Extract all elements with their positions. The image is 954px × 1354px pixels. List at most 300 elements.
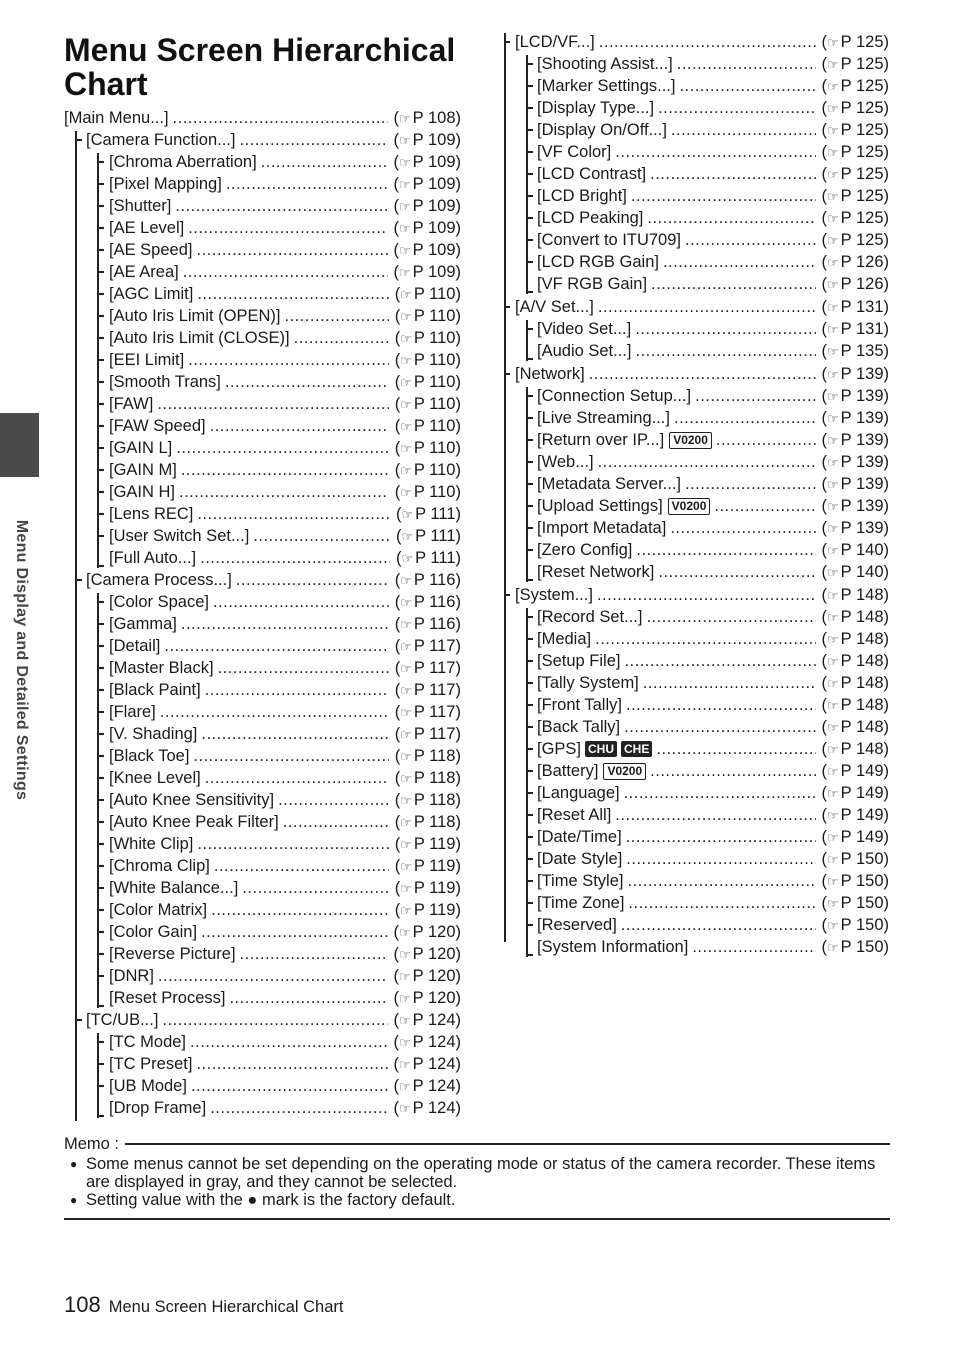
page-reference: (☞ P 139) [821, 408, 889, 427]
tree-connector [97, 153, 99, 568]
page-reference-text: P 119 [413, 900, 456, 919]
page-reference: (☞ P 125) [821, 120, 889, 139]
tree-connector [98, 645, 104, 647]
page-reference-text: P 149 [840, 805, 884, 824]
menu-item-label: [Reset All] [537, 806, 612, 824]
menu-item [503, 804, 889, 826]
tree-connector [527, 704, 533, 706]
pointing-hand-icon: ☞ [400, 748, 412, 764]
menu-item-label: [DNR] [109, 967, 154, 985]
dot-leader [196, 1053, 387, 1075]
pointing-hand-icon: ☞ [399, 242, 411, 258]
dot-leader [160, 701, 389, 723]
tree-connector [527, 173, 533, 175]
menu-item-label: [Knee Level] [109, 769, 201, 787]
menu-item-label: [V. Shading] [109, 725, 198, 743]
menu-item [503, 119, 889, 141]
pointing-hand-icon: ☞ [827, 232, 839, 248]
tree-connector [98, 843, 104, 845]
menu-item-label: [AE Speed] [109, 241, 193, 259]
tree-connector [98, 755, 104, 757]
menu-item-label: [GAIN L] [109, 439, 173, 457]
pointing-hand-icon: ☞ [400, 638, 412, 654]
page-reference: (☞ P 140) [821, 540, 889, 559]
page-reference-text: P 139 [840, 364, 884, 383]
menu-item-label: [TC Mode] [109, 1033, 187, 1051]
page-reference: (☞ P 110) [394, 328, 461, 347]
page-reference: (☞ P 110) [394, 284, 461, 303]
menu-item-label: [Color Gain] [109, 923, 198, 941]
tree-connector [527, 726, 533, 728]
pointing-hand-icon: ☞ [400, 880, 412, 896]
page-reference: (☞ P 116) [394, 614, 461, 633]
menu-item-label: [Color Space] [109, 593, 209, 611]
menu-item [64, 327, 461, 349]
pointing-hand-icon: ☞ [827, 166, 839, 182]
menu-item-label: [User Switch Set...] [109, 527, 250, 545]
pointing-hand-icon: ☞ [399, 1100, 411, 1116]
page-reference-text: P 150 [840, 871, 884, 890]
page-reference: (☞ P 150) [821, 871, 889, 890]
menu-item [64, 921, 461, 943]
pointing-hand-icon: ☞ [827, 675, 839, 691]
page-reference: (☞ P 117) [394, 680, 461, 699]
menu-item [64, 305, 461, 327]
dot-leader [191, 1075, 388, 1097]
dot-leader [179, 481, 389, 503]
pointing-hand-icon: ☞ [400, 352, 412, 368]
dot-leader [598, 451, 816, 473]
pointing-hand-icon: ☞ [827, 34, 839, 50]
menu-item-label: [UB Mode] [109, 1077, 187, 1095]
menu-item [64, 151, 461, 173]
dot-leader [656, 738, 815, 760]
tree-connector [526, 387, 528, 582]
pointing-hand-icon: ☞ [827, 56, 839, 72]
page-reference: (☞ P 139) [821, 364, 889, 383]
dot-leader [658, 97, 815, 119]
menu-item [503, 407, 889, 429]
menu-item [503, 318, 889, 340]
menu-item-label: [FAW] [109, 395, 154, 413]
menu-item-label: [Camera Process...] [86, 571, 232, 589]
page-reference: (☞ P 148) [821, 739, 889, 758]
menu-item-label: [Shooting Assist...] [537, 55, 673, 73]
menu-item-label: [Black Toe] [109, 747, 190, 765]
tree-connector [98, 293, 104, 295]
dot-leader [615, 141, 815, 163]
tree-connector [527, 616, 533, 618]
tree-connector [527, 483, 533, 485]
page-reference-text: P 148 [840, 739, 884, 758]
page-reference: (☞ P 135) [821, 341, 889, 360]
menu-item [503, 97, 889, 119]
page-reference-text: P 140 [840, 562, 884, 581]
tree-connector [527, 880, 533, 882]
pointing-hand-icon: ☞ [827, 719, 839, 735]
pointing-hand-icon: ☞ [827, 100, 839, 116]
menu-tree-left [64, 107, 461, 1119]
menu-item [503, 848, 889, 870]
tree-connector [98, 601, 104, 603]
pointing-hand-icon: ☞ [400, 660, 412, 676]
page-reference-text: P 109 [412, 130, 456, 149]
dot-leader [658, 561, 815, 583]
dot-leader [624, 650, 815, 672]
menu-item-label: [Black Paint] [109, 681, 201, 699]
page-footer [64, 1292, 343, 1318]
tree-connector [527, 239, 533, 241]
page-reference: (☞ P 118) [394, 790, 461, 809]
pointing-hand-icon: ☞ [827, 432, 839, 448]
page-reference-text: P 148 [840, 651, 884, 670]
dot-leader [647, 207, 815, 229]
dot-leader [190, 1031, 387, 1053]
menu-item [503, 606, 889, 628]
page-reference-text: P 110 [413, 372, 456, 391]
tree-connector [98, 733, 104, 735]
tree-connector [526, 320, 528, 361]
dot-leader [197, 833, 388, 855]
menu-item-label: [AGC Limit] [109, 285, 194, 303]
dot-leader [283, 811, 389, 833]
tree-connector [98, 469, 104, 471]
menu-item [503, 826, 889, 848]
page-reference-text: P 125 [840, 164, 884, 183]
menu-item [64, 745, 461, 767]
page-reference: (☞ P 109) [393, 130, 461, 149]
menu-item-label: [Full Auto...] [109, 549, 197, 567]
menu-item [503, 273, 889, 295]
page-reference-text: P 125 [840, 208, 884, 227]
tree-connector [527, 902, 533, 904]
pointing-hand-icon: ☞ [400, 792, 412, 808]
tree-connector [98, 689, 104, 691]
page-reference-text: P 120 [412, 944, 456, 963]
pointing-hand-icon: ☞ [827, 542, 839, 558]
page-reference-text: P 139 [840, 452, 884, 471]
dot-leader [599, 31, 816, 53]
page-reference: (☞ P 124) [393, 1010, 461, 1029]
menu-item-label: [Convert to ITU709] [537, 231, 681, 249]
pointing-hand-icon: ☞ [827, 454, 839, 470]
menu-item [64, 613, 461, 635]
dot-leader [158, 965, 388, 987]
menu-item [64, 811, 461, 833]
page-reference: (☞ P 150) [821, 849, 889, 868]
dot-leader [650, 760, 815, 782]
pointing-hand-icon: ☞ [827, 807, 839, 823]
dot-leader [261, 151, 388, 173]
page-reference: (☞ P 125) [821, 186, 889, 205]
menu-item [64, 437, 461, 459]
tree-connector [527, 358, 533, 360]
page-reference: (☞ P 148) [821, 717, 889, 736]
menu-item [64, 459, 461, 481]
menu-item-label: [VF RGB Gain] [537, 275, 648, 293]
dot-leader [210, 415, 389, 437]
menu-group [503, 363, 889, 385]
page-reference: (☞ P 124) [393, 1098, 461, 1117]
page-reference-text: P 139 [840, 408, 884, 427]
menu-item [503, 385, 889, 407]
tree-connector [505, 373, 510, 375]
menu-item [64, 349, 461, 371]
tree-connector [527, 129, 533, 131]
menu-item-label: [LCD Contrast] [537, 165, 647, 183]
pointing-hand-icon: ☞ [827, 78, 839, 94]
menu-item [503, 694, 889, 716]
pointing-hand-icon: ☞ [827, 564, 839, 580]
tree-connector [97, 1033, 99, 1118]
pointing-hand-icon: ☞ [400, 594, 412, 610]
pointing-hand-icon: ☞ [400, 616, 412, 632]
menu-item [503, 517, 889, 539]
page-reference-text: P 109 [412, 152, 456, 171]
page-reference: (☞ P 125) [821, 54, 889, 73]
menu-item-label: [AE Level] [109, 219, 185, 237]
dot-leader [685, 229, 816, 251]
menu-item [503, 914, 889, 936]
menu-item [503, 561, 889, 583]
page-reference-text: P 124 [412, 1076, 456, 1095]
pointing-hand-icon: ☞ [827, 763, 839, 779]
menu-item-label: [Smooth Trans] [109, 373, 221, 391]
tree-connector [505, 594, 510, 596]
dot-leader [692, 936, 815, 958]
menu-item-label: [Color Matrix] [109, 901, 208, 919]
menu-item-label: [Time Style] [537, 872, 624, 890]
tree-connector [98, 931, 104, 933]
menu-item-label: [Display Type...] [537, 99, 655, 117]
pointing-hand-icon: ☞ [400, 726, 412, 742]
dot-leader [674, 407, 816, 429]
tree-connector [527, 814, 533, 816]
menu-item-label: [Battery] [537, 762, 599, 780]
page-reference: (☞ P 148) [821, 629, 889, 648]
tree-connector [98, 425, 104, 427]
tree-connector [527, 395, 533, 397]
page-reference: (☞ P 120) [393, 944, 461, 963]
menu-item [503, 251, 889, 273]
tree-connector [98, 565, 104, 567]
tree-connector [98, 227, 104, 229]
tree-connector [527, 527, 533, 529]
menu-item-label: [Reserved] [537, 916, 617, 934]
menu-item-label: [GAIN H] [109, 483, 176, 501]
page-reference: (☞ P 110) [394, 416, 461, 435]
tree-connector [527, 792, 533, 794]
page-reference-text: P 125 [840, 32, 884, 51]
pointing-hand-icon: ☞ [827, 653, 839, 669]
tree-connector [527, 63, 533, 65]
dot-leader [210, 1097, 387, 1119]
tree-connector [98, 249, 104, 251]
pointing-hand-icon: ☞ [827, 321, 839, 337]
page-reference-text: P 118 [413, 812, 456, 831]
menu-item-label: [Reset Process] [109, 989, 226, 1007]
page-reference: (☞ P 118) [394, 768, 461, 787]
page-reference-text: P 139 [840, 474, 884, 493]
dot-leader [636, 539, 815, 561]
menu-item [64, 525, 461, 547]
menu-item [64, 943, 461, 965]
page-reference: (☞ P 108) [393, 108, 461, 127]
memo-section [64, 1133, 890, 1209]
menu-item-label: [Display On/Off...] [537, 121, 667, 139]
menu-item-label: [White Clip] [109, 835, 194, 853]
model-badge: CHE [621, 741, 652, 757]
pointing-hand-icon: ☞ [399, 1078, 411, 1094]
menu-item-label: [Media] [537, 630, 592, 648]
tree-connector [98, 1063, 104, 1065]
pointing-hand-icon: ☞ [827, 785, 839, 801]
page-reference: (☞ P 149) [821, 761, 889, 780]
pointing-hand-icon: ☞ [827, 210, 839, 226]
pointing-hand-icon: ☞ [827, 498, 839, 514]
page-reference: (☞ P 139) [821, 386, 889, 405]
tree-connector [527, 660, 533, 662]
pointing-hand-icon: ☞ [827, 609, 839, 625]
dot-leader [201, 921, 387, 943]
dot-leader [595, 628, 815, 650]
menu-item [64, 547, 461, 569]
page-reference-text: P 135 [840, 341, 884, 360]
tree-connector [98, 667, 104, 669]
menu-item [503, 185, 889, 207]
page-reference-text: P 110 [413, 350, 456, 369]
page-reference-text: P 111 [415, 526, 456, 545]
menu-item-label: [Gamma] [109, 615, 177, 633]
menu-item-label: [Front Tally] [537, 696, 622, 714]
pointing-hand-icon: ☞ [827, 343, 839, 359]
page-reference: (☞ P 116) [394, 570, 461, 589]
dot-leader [643, 672, 816, 694]
menu-item [503, 75, 889, 97]
dot-leader [229, 987, 387, 1009]
tree-connector [527, 682, 533, 684]
page-reference-text: P 111 [415, 548, 456, 567]
pointing-hand-icon: ☞ [827, 410, 839, 426]
menu-item [503, 229, 889, 251]
pointing-hand-icon: ☞ [401, 550, 414, 566]
pointing-hand-icon: ☞ [827, 697, 839, 713]
page-reference: (☞ P 117) [394, 658, 461, 677]
menu-item-label: [System...] [515, 586, 593, 604]
dot-leader [239, 129, 387, 151]
page-reference-text: P 125 [840, 98, 884, 117]
page-reference-text: P 149 [840, 827, 884, 846]
menu-item-label: [FAW Speed] [109, 417, 206, 435]
dot-leader [714, 495, 815, 517]
page-reference-text: P 119 [413, 878, 456, 897]
menu-item-label: [Main Menu...] [64, 109, 169, 127]
menu-item-label: [Chroma Clip] [109, 857, 210, 875]
dot-leader [196, 239, 387, 261]
page-reference-text: P 110 [413, 394, 456, 413]
page-reference-text: P 124 [412, 1054, 456, 1073]
menu-item-label: [Shutter] [109, 197, 172, 215]
page-reference: (☞ P 148) [821, 607, 889, 626]
page-reference-text: P 125 [840, 230, 884, 249]
page-reference: (☞ P 118) [394, 812, 461, 831]
page-reference-text: P 119 [413, 856, 456, 875]
dot-leader [253, 525, 390, 547]
page-reference: (☞ P 148) [821, 695, 889, 714]
memo-list [64, 1155, 890, 1209]
tree-connector [75, 131, 77, 1121]
dot-leader [218, 657, 389, 679]
dot-leader [183, 261, 388, 283]
tree-connector [98, 711, 104, 713]
dot-leader [589, 363, 816, 385]
menu-item [503, 163, 889, 185]
dot-leader [173, 107, 388, 129]
dot-leader [205, 767, 389, 789]
pointing-hand-icon: ☞ [827, 895, 839, 911]
dot-leader [157, 393, 388, 415]
page-reference: (☞ P 109) [393, 262, 461, 281]
pointing-hand-icon: ☞ [401, 528, 414, 544]
tree-connector [98, 887, 104, 889]
menu-item-label: [Flare] [109, 703, 156, 721]
dot-leader [193, 745, 388, 767]
tree-connector [98, 535, 104, 537]
page-reference-text: P 109 [412, 174, 456, 193]
pointing-hand-icon: ☞ [400, 770, 412, 786]
page-reference-text: P 117 [413, 658, 456, 677]
pointing-hand-icon: ☞ [399, 968, 411, 984]
page-reference: (☞ P 111) [395, 504, 461, 523]
menu-group [64, 569, 461, 591]
version-badge: V0200 [603, 763, 646, 780]
memo-divider [125, 1143, 890, 1145]
pointing-hand-icon: ☞ [827, 388, 839, 404]
menu-item-label: [Web...] [537, 453, 594, 471]
menu-item-label: [Upload Settings] [537, 497, 663, 515]
menu-item [64, 173, 461, 195]
page-reference: (☞ P 120) [393, 922, 461, 941]
page-reference: (☞ P 139) [821, 452, 889, 471]
page-reference: (☞ P 120) [393, 966, 461, 985]
tree-connector [98, 1005, 104, 1007]
tree-connector [98, 953, 104, 955]
page-reference-text: P 117 [413, 636, 456, 655]
tree-connector [98, 271, 104, 273]
memo-note: ● Some menus cannot be set depending on the operating mode or status of the camera recorder. These items are displayed in gray, and they cannot be selected. [64, 1155, 890, 1191]
menu-item-label: [GAIN M] [109, 461, 177, 479]
page-reference-text: P 126 [840, 274, 884, 293]
menu-group [64, 129, 461, 151]
menu-item-label: [TC/UB...] [86, 1011, 159, 1029]
page-reference: (☞ P 119) [394, 900, 461, 919]
tree-connector [526, 55, 528, 294]
menu-item [64, 723, 461, 745]
menu-item-label: [Date/Time] [537, 828, 622, 846]
dot-leader [651, 273, 815, 295]
page-reference-text: P 139 [840, 430, 884, 449]
menu-item-label: [Pixel Mapping] [109, 175, 222, 193]
menu-item [64, 217, 461, 239]
dot-leader [670, 517, 815, 539]
page-reference: (☞ P 140) [821, 562, 889, 581]
dot-leader [628, 892, 815, 914]
pointing-hand-icon: ☞ [827, 741, 839, 757]
pointing-hand-icon: ☞ [400, 484, 412, 500]
page-reference-text: P 148 [840, 673, 884, 692]
page-reference: (☞ P 125) [821, 230, 889, 249]
menu-item-label: [GPS] [537, 740, 582, 758]
